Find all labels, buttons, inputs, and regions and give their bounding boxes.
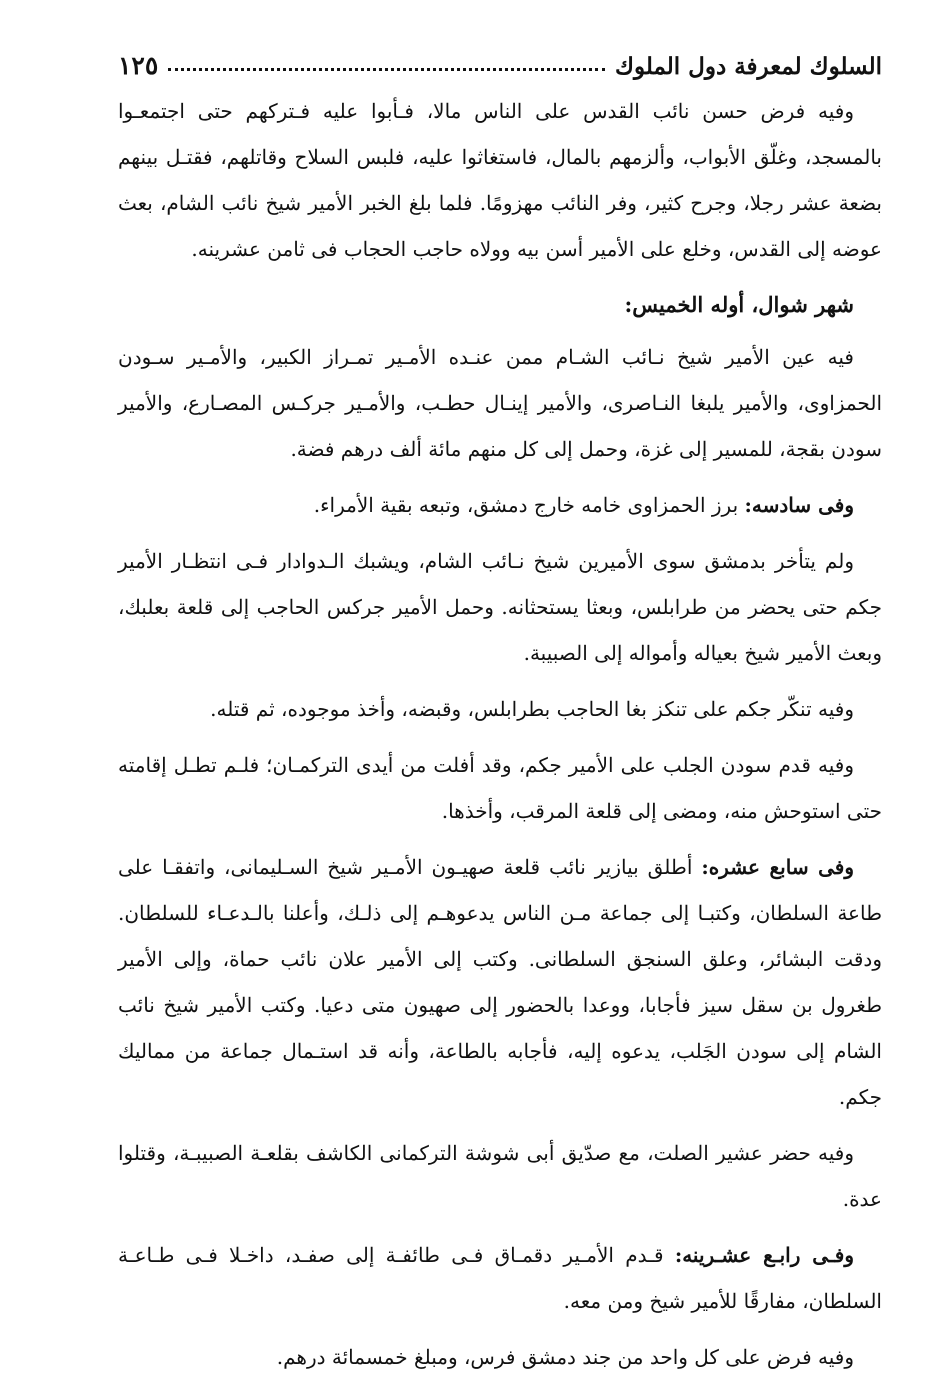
paragraph <box>118 1334 882 1380</box>
paragraph <box>118 1232 882 1324</box>
paragraph-text: وفيه تنكّر جكم على تنكز بغا الحاجب بطرابلس، وقبضه، وأخذ موجوده، ثم قتله. <box>210 697 854 721</box>
paragraph <box>118 686 882 732</box>
paragraph <box>118 844 882 1120</box>
paragraph-lead: وفى سابع عشره: <box>701 855 854 879</box>
paragraph-text: ولم يتأخر بدمشق سوى الأميرين شيخ نـائب الشام، ويشبك الـدوادار فـى انتظـار الأمير جكم حتى يحضر من طرابلس، وبعثا يستحثانه. وحمل الأمير جركس الحاجب إلى قلعة بعلبك، وبعث الأمير شيخ بعياله وأمواله إلى الصبيبة. <box>118 549 882 665</box>
paragraph-text: وفيه حضر عشير الصلت، مع صدّيق أبى شوشة التركمانى الكاشف بقلعـة الصبيبـة، وقتلوا عدة. <box>118 1141 882 1211</box>
paragraph-text: وفيه فرض على كل واحد من جند دمشق فرس، ومبلغ خمسمائة درهم. <box>276 1345 854 1369</box>
paragraph-text: أطلق بيازير نائب قلعة صهيـون الأمـير شيخ السـليمانى، واتفقـا على طاعة السلطان، وكتبـا إلى جماعة مـن الناس يدعوهـم إلى ذلـك، وأعلنا بالـدعـاء للسلطان. ودقت البشائر، وعلق السنجق السلطانى. وكتب إلى الأمير علان نائب حماة، وإلى الأمير طغرول بن سقل سيز فأجابا، ووعدا بالحضور إلى صهيون متى دعيا. وكتب الأمير شيخ نائب الشام إلى سودن الجَلب، يدعوه إليه، فأجابه بالطاعة، وأنه قد استـمال جماعة من مماليك جكم. <box>118 855 882 1109</box>
page-body <box>118 88 882 1390</box>
paragraph <box>118 88 882 272</box>
section-heading: شهر شوال، أوله الخميس: <box>624 292 854 317</box>
paragraph <box>118 1130 882 1222</box>
paragraph <box>118 482 882 528</box>
header-dot-leader <box>168 68 605 71</box>
page-number: ١٢٥ <box>118 51 159 80</box>
running-title: السلوك لمعرفة دول الملوك <box>614 53 882 80</box>
paragraph-text: وفيه فرض حسن نائب القدس على الناس مالا، فـأبوا عليه فـتركهم حتى اجتمعـوا بالمسجد، وغلّق الأبواب، وألزمهم بالمال، فاستغاثوا عليه، فلبس السلاح وقاتلهم، فقتـل بينهم بضعة عشر رجلا، وجرح كثير، وفر النائب مهزومًا. فلما بلغ الخبر الأمير شيخ نائب الشام، بعث عوضه إلى القدس، وخلع على الأمير أسن بيه وولاه حاجب الحجاب فى ثامن عشرينه. <box>118 99 882 261</box>
paragraph-text: فيه عين الأمير شيخ نـائب الشـام ممن عنـده الأمـير تمـراز الكبير، والأمـير سـودن الحمزاوى، والأمير يلبغا النـاصرى، والأمير إينـال حطـب، والأمـير جركـس المصـارع، والأمير سودن بقجة، للمسير إلى غزة، وحمل إلى كل منهم مائة ألف درهم فضة. <box>118 345 882 461</box>
paragraph-lead: وفى سادسه: <box>744 493 854 517</box>
running-header <box>118 36 882 80</box>
paragraph-text: برز الحمزاوى خامه خارج دمشق، وتبعه بقية الأمراء. <box>313 493 745 517</box>
paragraph <box>118 334 882 472</box>
paragraph-lead: وفـى رابـع عشـرينه: <box>674 1243 854 1267</box>
paragraph <box>118 538 882 676</box>
paragraph-text: وفيه قدم سودن الجلب على الأمير جكم، وقد أفلت من أيدى التركمـان؛ فلـم تطـل إقامته حتى استوحش منه، ومضى إلى قلعة المرقب، وأخذها. <box>118 753 882 823</box>
paragraph <box>118 742 882 834</box>
paragraph-text: قـدم الأمـير دقمـاق فـى طائفـة إلى صفـد، داخـلا فـى طـاعـة السلطان، مفارقًا للأمير شيخ ومن معه. <box>118 1243 882 1313</box>
